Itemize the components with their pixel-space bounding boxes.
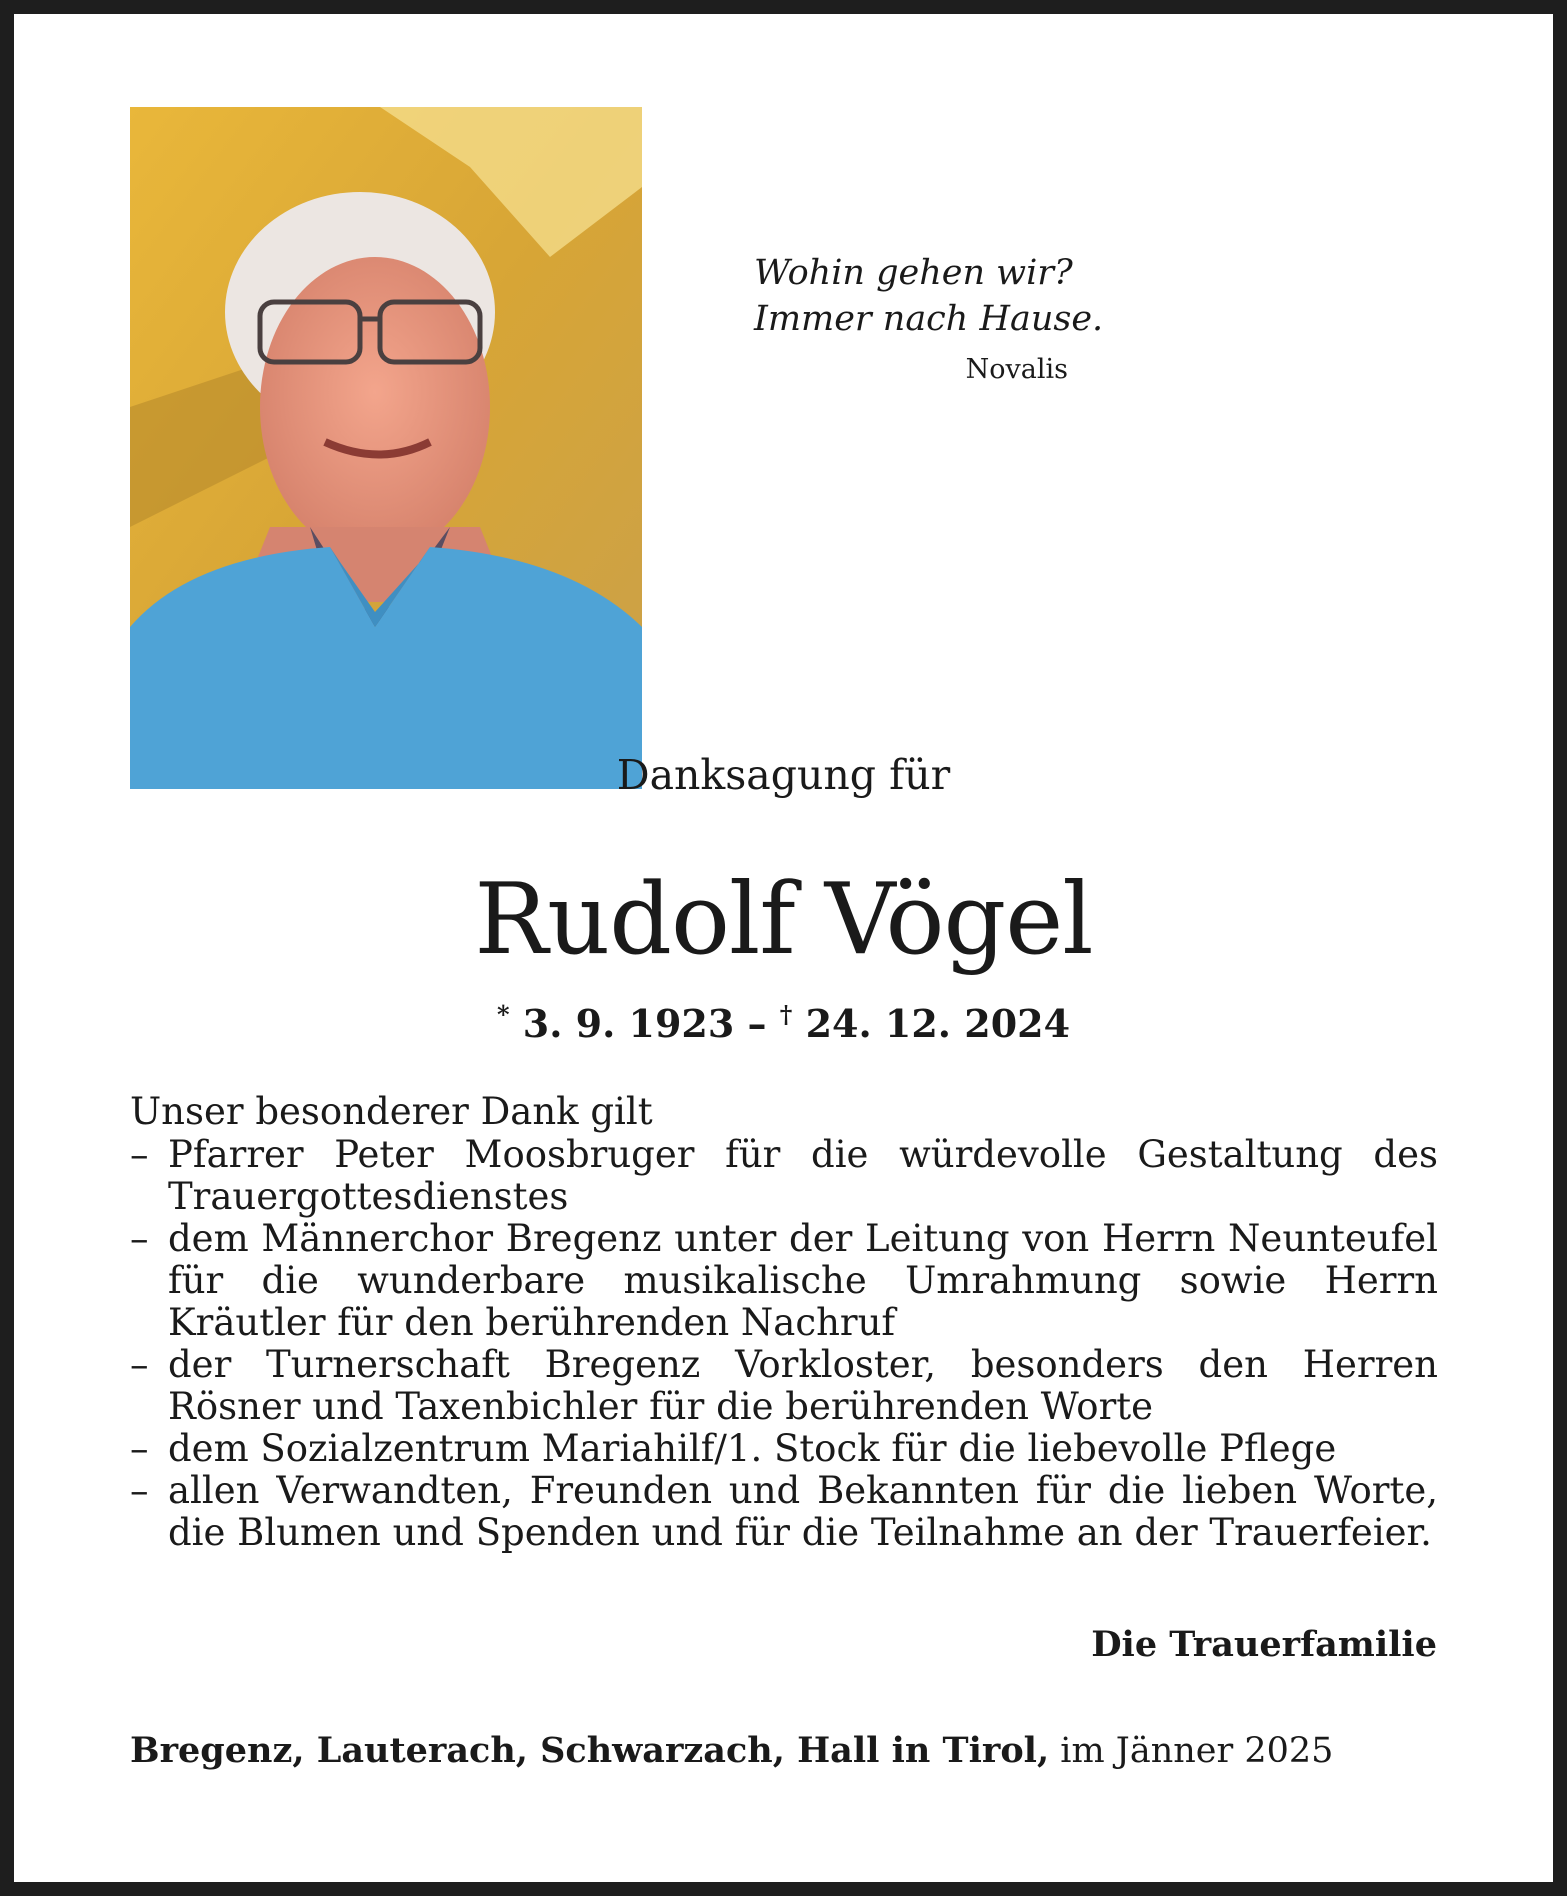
quote-author: Novalis — [965, 354, 1068, 385]
quote-block — [754, 250, 1114, 388]
signature: Die Trauerfamilie — [1091, 1624, 1437, 1665]
thanks-intro: Unser besonderer Dank gilt — [130, 1090, 653, 1133]
footer-line — [130, 1728, 1333, 1774]
list-item — [130, 1218, 1438, 1344]
quote-line-2: Immer nach Hause. — [754, 299, 1104, 339]
list-item-text: Pfarrer Peter Moosbruger für die würdevolle Gestaltung des Trauergottesdienstes — [168, 1133, 1438, 1218]
death-date: 24. 12. 2024 — [805, 1001, 1071, 1046]
list-item — [130, 1134, 1438, 1218]
thanks-list — [130, 1134, 1438, 1554]
list-dash: – — [130, 1217, 149, 1260]
list-item-text: dem Männerchor Bregenz unter der Leitung von Herrn Neunteufel für die wunderbare musikalische Umrahmung sowie Herrn Kräutler für den berührenden Nachruf — [168, 1217, 1438, 1344]
list-dash: – — [130, 1343, 149, 1386]
date-separator: – — [734, 1001, 780, 1046]
list-item — [130, 1470, 1438, 1554]
portrait-photo — [130, 107, 642, 789]
list-item-text: der Turnerschaft Bregenz Vorkloster, besonders den Herren Rösner und Taxenbichler für die berührenden Worte — [168, 1343, 1438, 1428]
portrait-image — [130, 107, 642, 789]
list-item — [130, 1428, 1438, 1470]
birth-symbol: * — [496, 1000, 510, 1029]
life-dates — [0, 990, 1567, 1049]
notice-heading: Danksagung für — [616, 751, 951, 799]
list-dash: – — [130, 1427, 149, 1470]
footer-places: Bregenz, Lauterach, Schwarzach, Hall in Tirol, — [130, 1730, 1050, 1771]
birth-date: 3. 9. 1923 — [522, 1001, 735, 1046]
list-item-text: allen Verwandten, Freunden und Bekannten für die lieben Worte, die Blumen und Spenden und für die Teilnahme an der Trauerfeier. — [168, 1469, 1438, 1554]
list-dash: – — [130, 1133, 149, 1176]
list-dash: – — [130, 1469, 149, 1512]
quote-line-1: Wohin gehen wir? — [754, 253, 1073, 293]
list-item — [130, 1344, 1438, 1428]
footer-date: im Jänner 2025 — [1049, 1731, 1334, 1771]
deceased-name: Rudolf Vögel — [474, 863, 1093, 977]
list-item-text: dem Sozialzentrum Mariahilf/1. Stock für die liebevolle Pflege — [168, 1427, 1337, 1470]
death-symbol: † — [779, 1000, 793, 1029]
